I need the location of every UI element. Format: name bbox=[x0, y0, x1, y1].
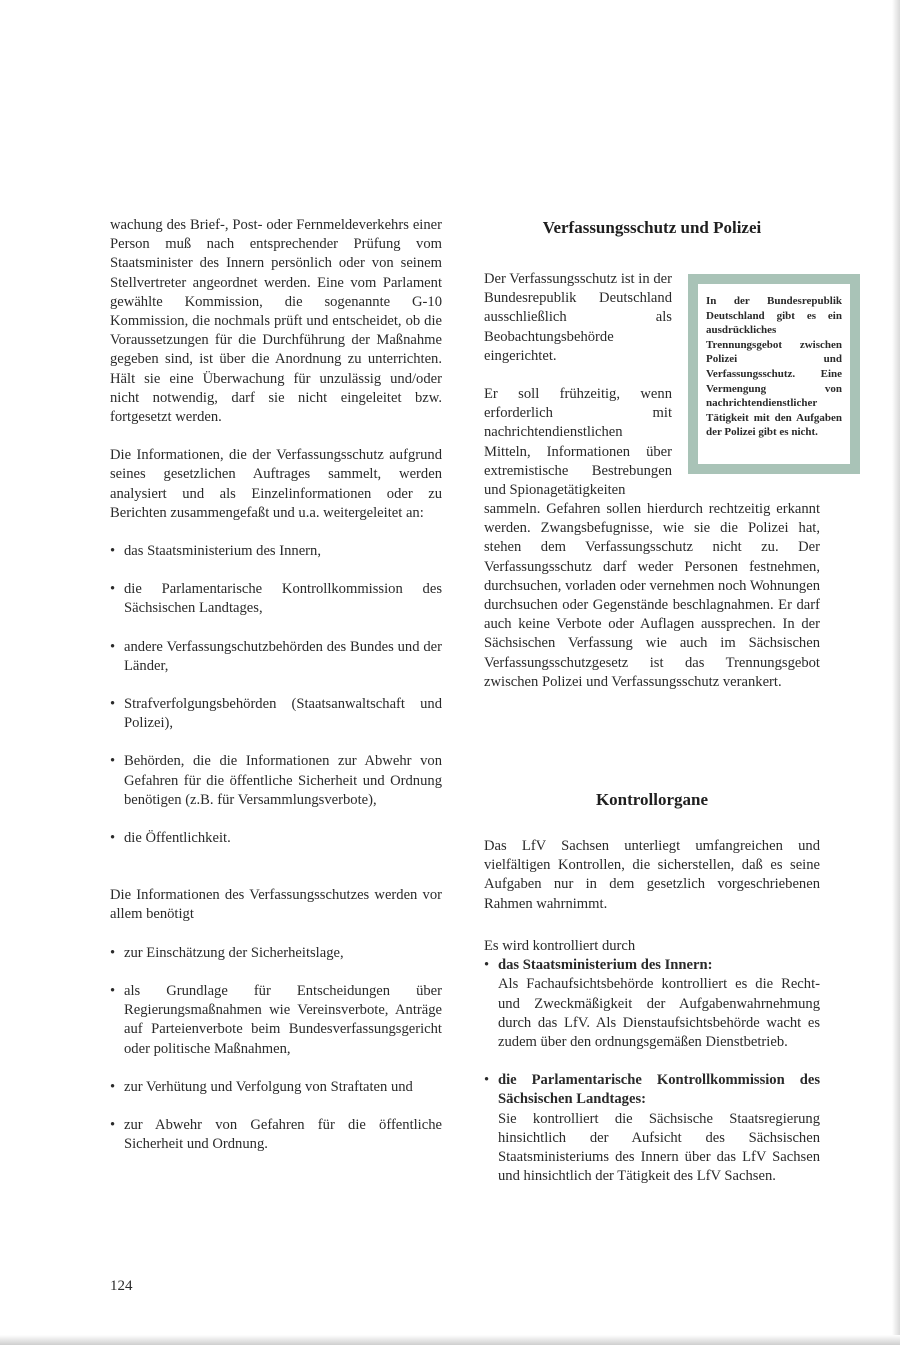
list-item-text: Als Fachaufsichtsbehörde kontrolliert es die Recht- und Zweckmäßigkeit der Aufgabenwahrnehmung durch das LfV. Als Dienstaufsichtsbehörde wacht es zudem über den ordnungsgemäßen Dienstbetrieb. bbox=[498, 976, 820, 1051]
callout-text: In der Bundesrepublik Deutschland gibt es ein ausdrückliches Trennungsgebot zwischen Polizei und Verfassungsschutz. Eine Vermengung von nachrichtendienstlicher Tätigkeit mit den Aufgaben der Polizei gibt es nicht. bbox=[698, 284, 850, 464]
page-edge-shadow-bottom bbox=[0, 1335, 900, 1345]
list-item: • das Staatsministerium des Innern, bbox=[110, 542, 442, 561]
paragraph-text: Das LfV Sachsen unterliegt umfangreichen und vielfältigen Kontrollen, die sicherstellen, daß es seine Aufgaben nur in dem gesetzlich vorgeschriebenen Rahmen wahrnimmt. bbox=[484, 838, 820, 912]
left-paragraph-3: Die Informationen des Verfassungsschutzes werden vor allem benötigt bbox=[110, 887, 442, 923]
list-item: • zur Verhütung und Verfolgung von Straftaten und bbox=[110, 1078, 442, 1097]
recipients-list bbox=[110, 542, 442, 848]
page-edge-shadow-right bbox=[892, 0, 900, 1345]
list-item bbox=[484, 1071, 820, 1186]
list-item: • die Parlamentarische Kontrollkommission des Sächsischen Landtages, bbox=[110, 580, 442, 618]
control-bodies-list bbox=[484, 956, 820, 1186]
section-heading-verfassungsschutz-polizei: Verfassungsschutz und Polizei bbox=[542, 218, 762, 237]
section-heading-kontrollorgane: Kontrollorgane bbox=[595, 790, 709, 809]
right-paragraph-1 bbox=[484, 270, 672, 366]
list-item: • zur Einschätzung der Sicherheitslage, bbox=[110, 944, 442, 963]
paragraph-text: sammeln. Gefahren sollen hierdurch rechtzeitig erkannt werden. Zwangsbefugnisse, wie sie die Polizei hat, stehen dem Verfassungsschutz nicht zu. Der Verfassungsschutz darf weder Personen festnehmen, durchsuchen, vorladen oder vernehmen noch Wohnungen durchsuchen oder Gegenstände beschlagnahmen. Er darf auch keine Verbote oder Auflagen aussprechen. In der Sächsischen Verfassung wie auch im Sächsischen Verfassungsschutzgesetz ist das Trennungsgebot zwischen Polizei und Verfassungsschutz verankert. bbox=[484, 501, 820, 690]
page-number: 124 bbox=[110, 1278, 133, 1294]
right-paragraph-3 bbox=[484, 500, 820, 692]
list-item: • die Öffentlichkeit. bbox=[110, 829, 442, 848]
list-item-text: Sie kontrolliert die Sächsische Staatsregierung hinsichtlich der Aufsicht des Sächsischen Staatsministeriums des Innern über das LfV Sachsen und hinsichtlich der Tätigkeit des LfV Sachsen. bbox=[498, 1110, 820, 1185]
list-item: • andere Verfassungschutzbehörden des Bundes und der Länder, bbox=[110, 638, 442, 676]
left-column bbox=[110, 216, 442, 1154]
control-bodies-section bbox=[484, 937, 820, 1186]
list-item-title: • das Staatsministerium des Innern: bbox=[498, 957, 713, 974]
control-intro: Es wird kontrolliert durch bbox=[484, 938, 636, 954]
list-item-title: • die Parlamentarische Kontrollkommission des Sächsischen Landtages: bbox=[498, 1072, 820, 1108]
right-paragraph-2 bbox=[484, 385, 672, 500]
left-paragraph-1: wachung des Brief-, Post- oder Fernmeldeverkehrs einer Person muß nach entsprechender Prüfung vom Staatsminister des Innern persönlich oder von seinem Stellvertreter angeordnet werden. Eine vom Parlament gewählte Kommission, die sogenannte G-10 Kommission, die nochmals prüft und entscheidet, ob die Voraussetzungen für die Durchführung der Maßnahme gegeben sind, ist über die Anordnung zu unterrichten. Hält sie eine Überwachung für unzulässig und/oder nicht notwendig, darf sie nicht eingeleitet bzw. fortgesetzt werden. bbox=[110, 217, 442, 426]
left-paragraph-2: Die Informationen, die der Verfassungsschutz aufgrund seines gesetzlichen Auftrages sammelt, werden analysiert und als Einzelinformationen oder zu Berichten zusammengefaßt und u.a. weitergeleitet an: bbox=[110, 447, 442, 521]
list-item: • Strafverfolgungsbehörden (Staatsanwaltschaft und Polizei), bbox=[110, 695, 442, 733]
sidebar-callout-box bbox=[688, 274, 860, 474]
list-item: • Behörden, die die Informationen zur Abwehr von Gefahren für die öffentliche Sicherheit und Ordnung benötigen (z.B. für Versammlungsverbote), bbox=[110, 752, 442, 810]
paragraph-text: Der Verfassungsschutz ist in der Bundesrepublik Deutschland ausschließlich als Beobachtungsbehörde eingerichtet. bbox=[484, 271, 672, 364]
paragraph-text: Er soll frühzeitig, wenn erforderlich mit nachrichtendienstlichen Mitteln, Informationen über extremistische Bestrebungen und Spionagetätigkeiten bbox=[484, 386, 672, 499]
purposes-list bbox=[110, 944, 442, 1155]
list-item bbox=[484, 956, 820, 1052]
list-item: • zur Abwehr von Gefahren für die öffentliche Sicherheit und Ordnung. bbox=[110, 1116, 442, 1154]
right-paragraph-4 bbox=[484, 837, 820, 914]
list-item: • als Grundlage für Entscheidungen über Regierungsmaßnahmen wie Vereinsverbote, Anträge auf Parteienverbote beim Bundesverfassungsgericht oder politische Maßnahmen, bbox=[110, 982, 442, 1059]
